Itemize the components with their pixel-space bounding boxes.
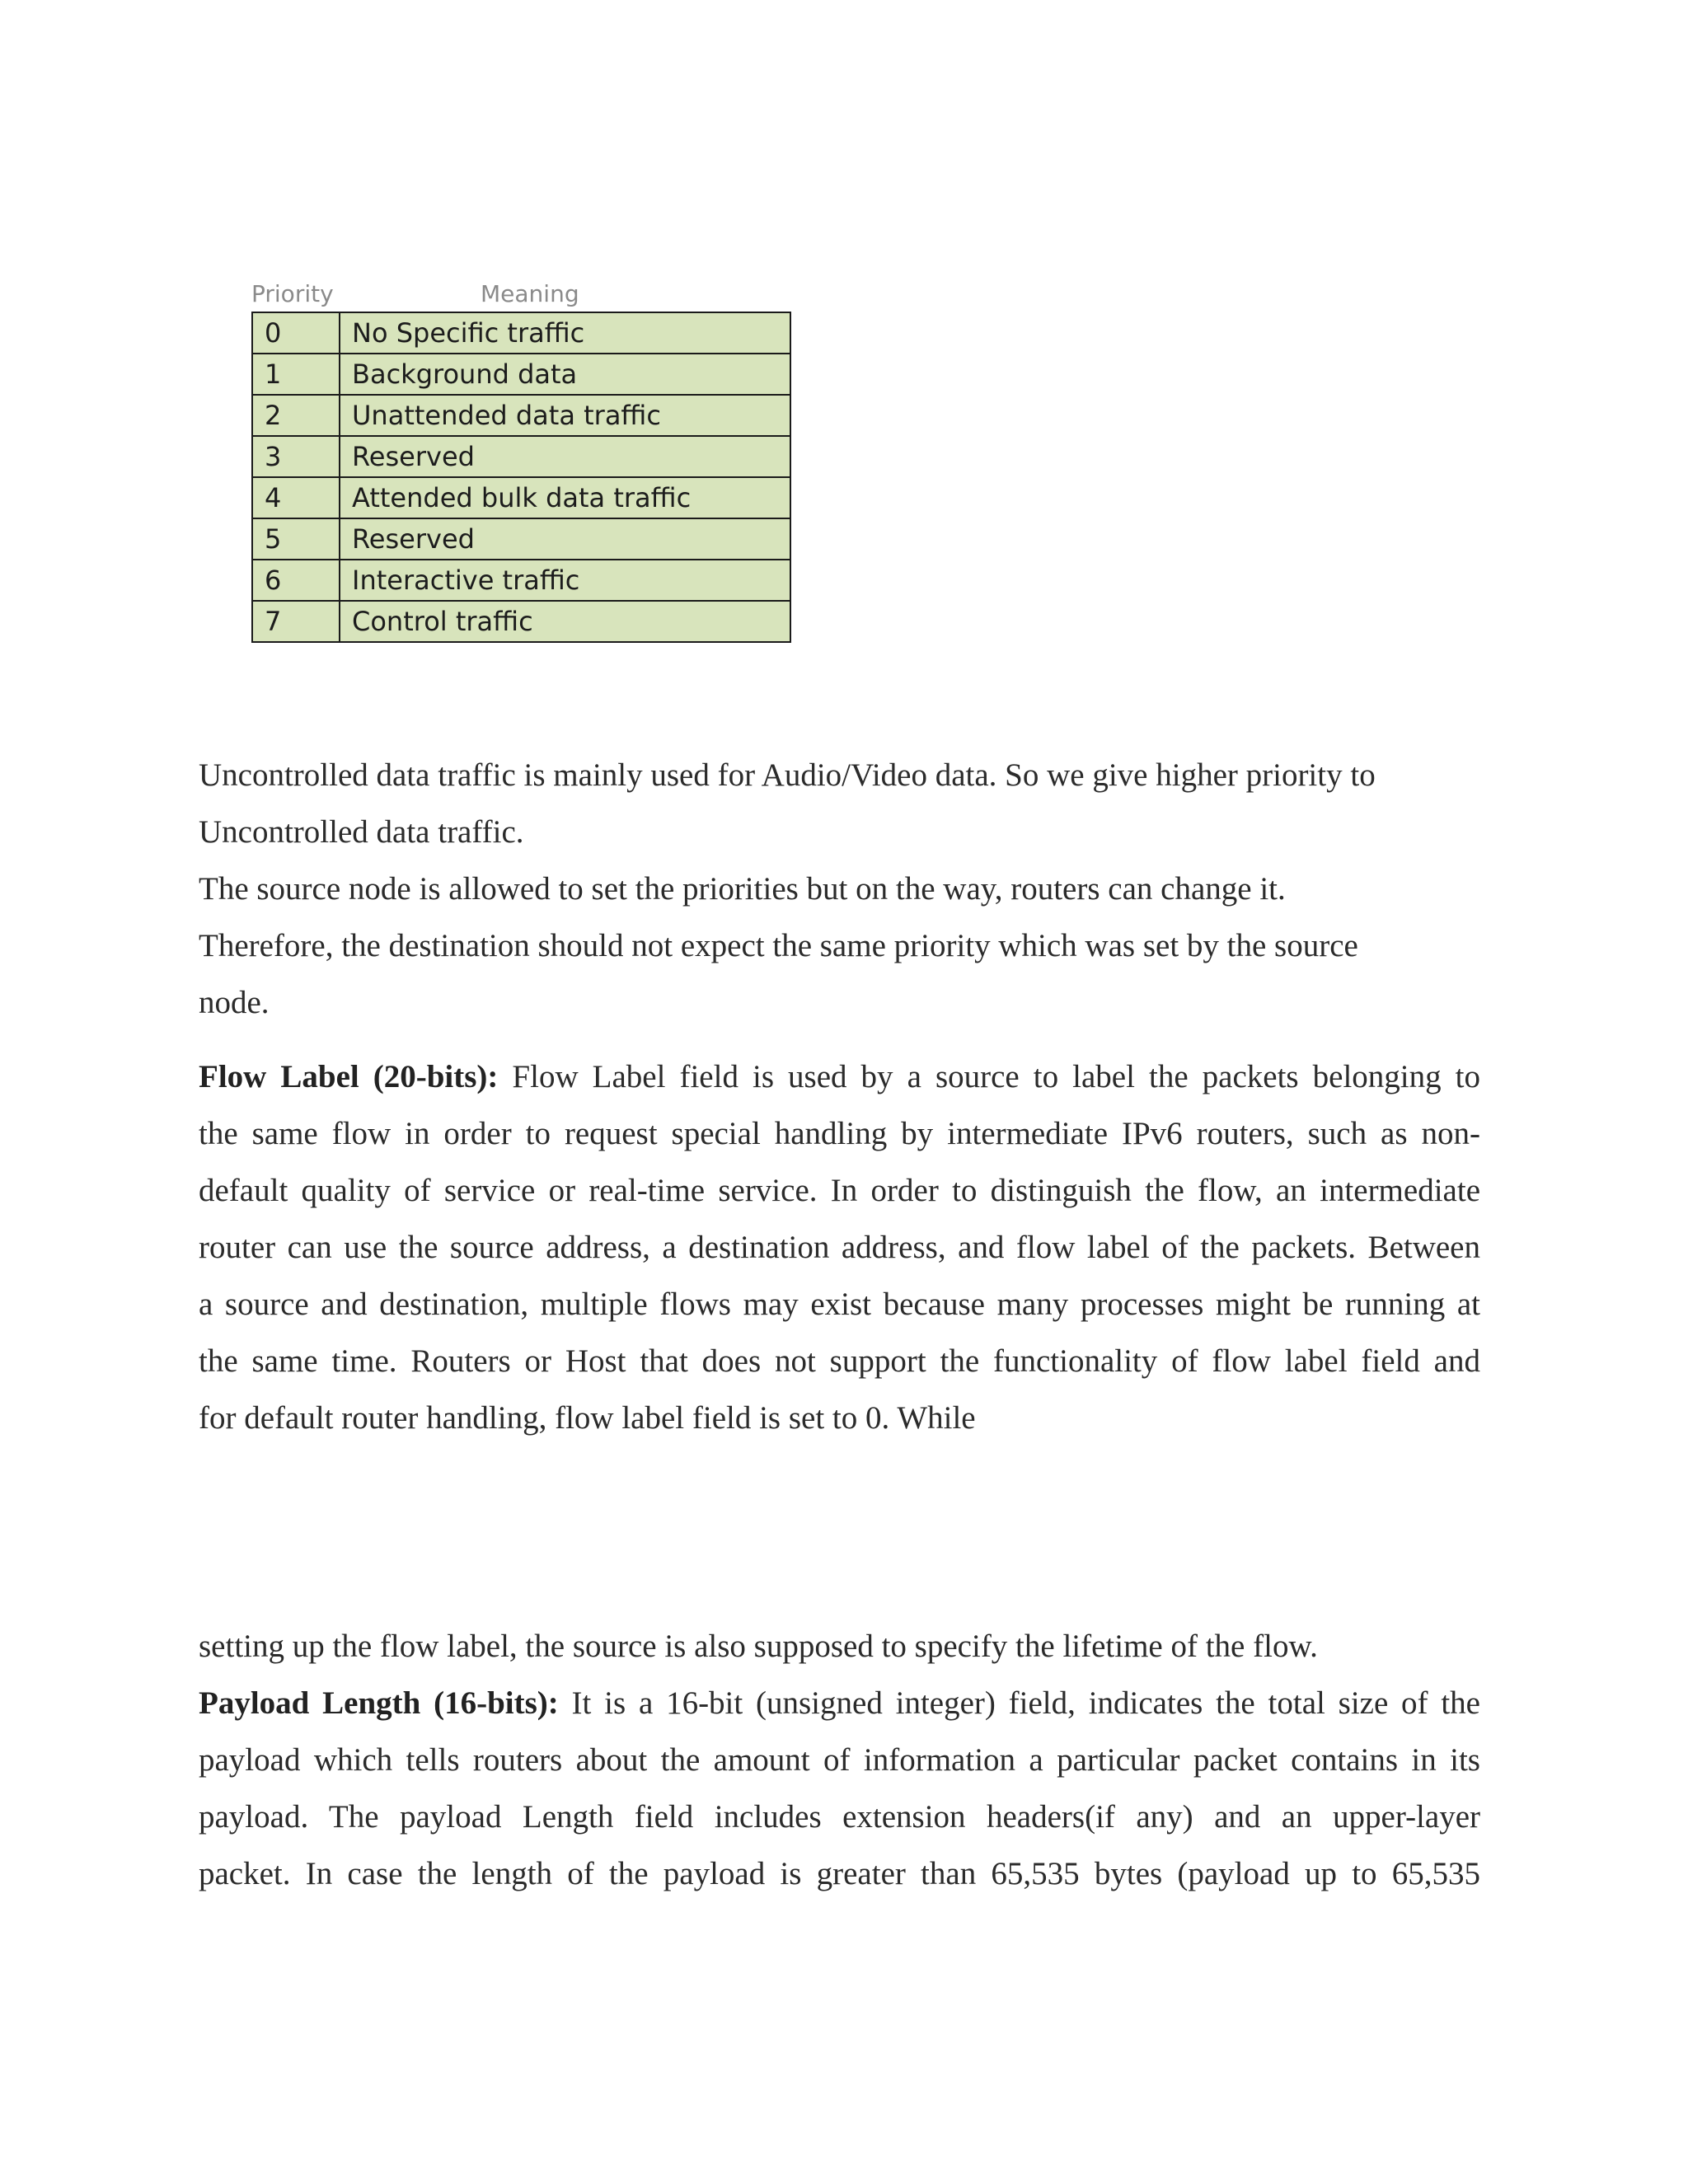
text-line: the same flow in order to request special handling by intermediate IPv6 routers, such as non- <box>199 1116 1480 1151</box>
payload-length-paragraph <box>199 1675 1480 1902</box>
priority-cell: 6 <box>252 560 340 601</box>
text-line: packet. In case the length of the payload is greater than 65,535 bytes (payload up to 65,535 <box>199 1856 1480 1891</box>
text-line: a source and destination, multiple flows may exist because many processes might be running at <box>199 1286 1480 1322</box>
text-line: Uncontrolled data traffic. <box>199 814 524 850</box>
text-span: Flow Label field is used by a source to label the packets belonging to <box>498 1059 1480 1094</box>
text-line: payload which tells routers about the amount of information a particular packet contains in its <box>199 1742 1480 1778</box>
meaning-cell: Attended bulk data traffic <box>340 477 790 518</box>
meaning-cell: Unattended data traffic <box>340 395 790 436</box>
table-row <box>252 560 790 601</box>
flow-label-heading: Flow Label (20-bits): <box>199 1059 499 1094</box>
priority-cell: 3 <box>252 436 340 477</box>
flow-label-continuation <box>199 1618 1480 1675</box>
table-row <box>252 601 790 642</box>
table-row <box>252 395 790 436</box>
text-line: Therefore, the destination should not expect the same priority which was set by the source <box>199 928 1358 963</box>
text-line: node. <box>199 985 270 1020</box>
text-span: It is a 16-bit (unsigned integer) field, indicates the total size of the <box>558 1685 1480 1721</box>
priority-cell: 5 <box>252 518 340 560</box>
meaning-cell: Reserved <box>340 436 790 477</box>
meaning-cell: Control traffic <box>340 601 790 642</box>
text-line: the same time. Routers or Host that does not support the functionality of flow label field and <box>199 1343 1480 1379</box>
table-row <box>252 436 790 477</box>
text-line: Uncontrolled data traffic is mainly used for Audio/Video data. So we give higher priority to <box>199 757 1376 793</box>
flow-label-paragraph <box>199 1048 1480 1446</box>
text-line: router can use the source address, a destination address, and flow label of the packets. Between <box>199 1230 1480 1265</box>
header-meaning: Meaning <box>481 280 579 307</box>
meaning-cell: Background data <box>340 354 790 395</box>
payload-length-heading: Payload Length (16-bits): <box>199 1685 559 1721</box>
table-header <box>251 280 791 312</box>
meaning-cell: No Specific traffic <box>340 312 790 354</box>
priority-cell: 7 <box>252 601 340 642</box>
table-row <box>252 477 790 518</box>
priority-table <box>251 312 791 643</box>
text-line: The source node is allowed to set the priorities but on the way, routers can change it. <box>199 871 1286 907</box>
text-line: setting up the flow label, the source is also supposed to specify the lifetime of the flow. <box>199 1629 1318 1664</box>
priority-cell: 1 <box>252 354 340 395</box>
table-row <box>252 354 790 395</box>
table-row <box>252 312 790 354</box>
text-line <box>199 1675 1480 1732</box>
text-line: payload. The payload Length field includes extension headers(if any) and an upper-layer <box>199 1799 1480 1835</box>
meaning-cell: Reserved <box>340 518 790 560</box>
header-priority: Priority <box>251 280 334 307</box>
meaning-cell: Interactive traffic <box>340 560 790 601</box>
text-line: for default router handling, flow label field is set to 0. While <box>199 1400 976 1436</box>
priority-cell: 2 <box>252 395 340 436</box>
priority-table-figure <box>251 280 791 643</box>
text-line: default quality of service or real-time service. In order to distinguish the flow, an intermediate <box>199 1173 1480 1208</box>
uncontrolled-traffic-paragraph <box>199 747 1480 1031</box>
table-row <box>252 518 790 560</box>
priority-cell: 0 <box>252 312 340 354</box>
text-line <box>199 1048 1480 1105</box>
priority-cell: 4 <box>252 477 340 518</box>
